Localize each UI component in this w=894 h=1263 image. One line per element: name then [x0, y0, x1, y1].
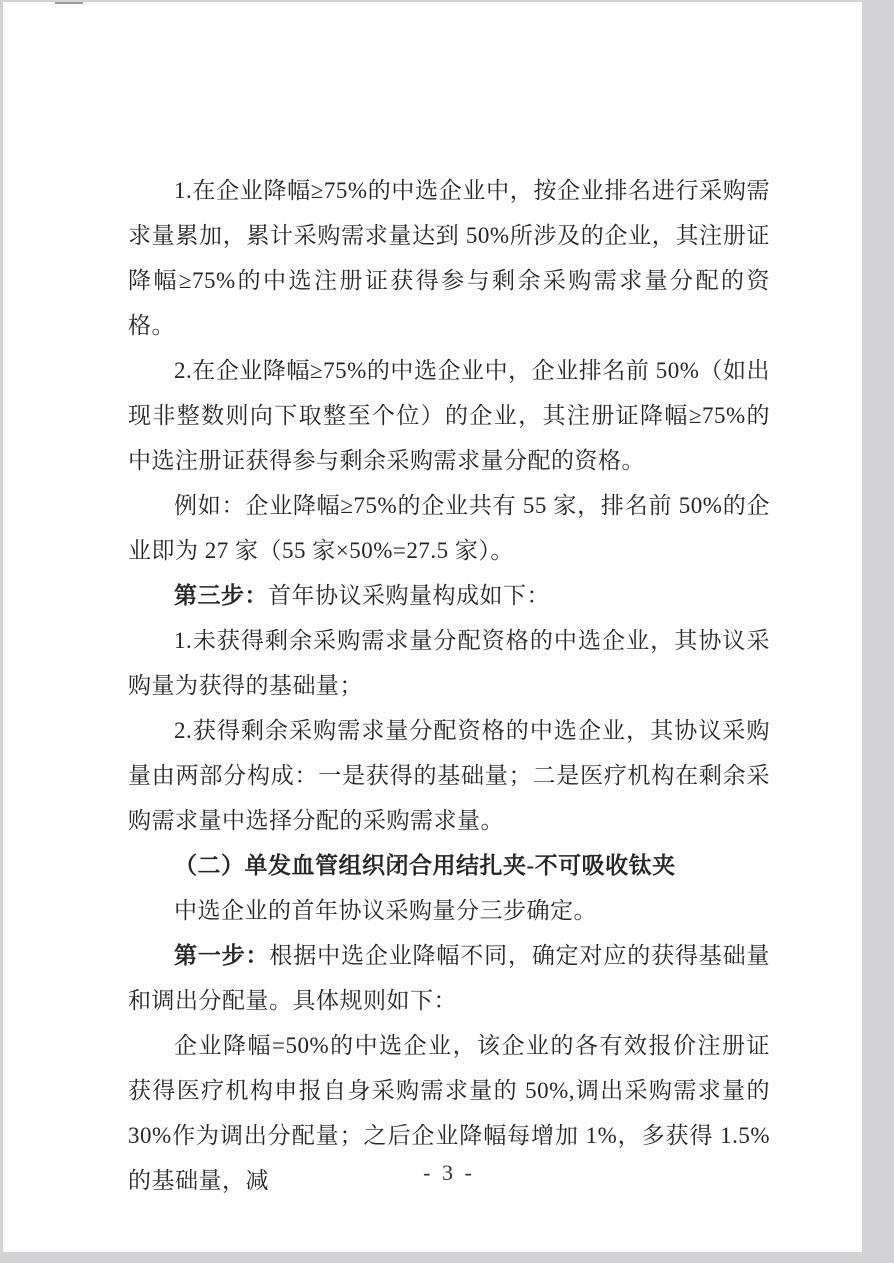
paragraph-rule-2 — [128, 348, 770, 483]
paragraph-item-1 — [128, 618, 770, 708]
paragraph-text: 1.在企业降幅≥75%的中选企业中，按企业排名进行采购需求量累加，累计采购需求量达到 50%所涉及的企业，其注册证降幅≥75%的中选注册证获得参与剩余采购需求量分配的资格。 — [128, 178, 770, 338]
paragraph-item-2 — [128, 708, 770, 843]
paragraph-text: 2.获得剩余采购需求量分配资格的中选企业，其协议采购量由两部分构成：一是获得的基础量；二是医疗机构在剩余采购需求量中选择分配的采购需求量。 — [128, 718, 770, 833]
paragraph-text: 根据中选企业降幅不同，确定对应的获得基础量和调出分配量。具体规则如下： — [128, 943, 771, 1013]
paragraph-step-three — [128, 573, 770, 618]
paragraph-text: 首年协议采购量构成如下： — [268, 583, 550, 608]
paragraph-step-one — [128, 933, 770, 1023]
section-heading-2 — [128, 843, 770, 888]
paragraph-rule-1 — [128, 168, 770, 348]
page-number: - 3 - — [423, 1160, 475, 1185]
paragraph-intro — [128, 888, 770, 933]
paragraph-text: 2.在企业降幅≥75%的中选企业中，企业排名前 50%（如出现非整数则向下取整至个位）的企业，其注册证降幅≥75%的中选注册证获得参与剩余采购需求量分配的资格。 — [128, 358, 770, 473]
step-label: 第一步： — [174, 943, 270, 968]
paragraph-text: 例如：企业降幅≥75%的企业共有 55 家，排名前 50%的企业即为 27 家（55 家×50%=27.5 家）。 — [128, 493, 770, 563]
page-body-text — [128, 168, 770, 1203]
paragraph-text: 企业降幅=50%的中选企业，该企业的各有效报价注册证获得医疗机构申报自身采购需求量的 50%,调出采购需求量的 30%作为调出分配量；之后企业降幅每增加 1%，多获得 1.5%的基础量，减 — [128, 1033, 770, 1193]
document-page — [3, 2, 862, 1252]
step-label: 第三步： — [174, 583, 268, 608]
paragraph-text: 1.未获得剩余采购需求量分配资格的中选企业，其协议采购量为获得的基础量； — [128, 628, 770, 698]
scan-artifact-mark — [55, 2, 83, 4]
paragraph-text: 中选企业的首年协议采购量分三步确定。 — [174, 898, 597, 923]
heading-text: （二）单发血管组织闭合用结扎夹-不可吸收钛夹 — [174, 853, 676, 878]
paragraph-example — [128, 483, 770, 573]
